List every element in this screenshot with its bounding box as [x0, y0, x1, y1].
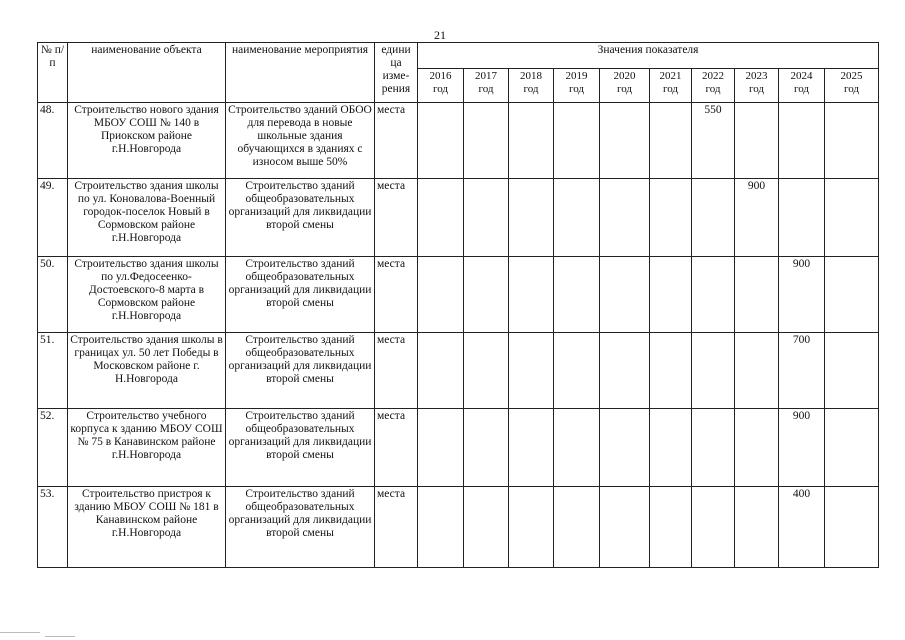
object-name: Строительство нового здания МБОУ СОШ № 140 в Приокском районе г.Н.Новгорода	[68, 103, 226, 179]
indicator-value	[554, 103, 600, 179]
activity-name: Строительство зданий общеобразовательных организаций для ликвидации второй смены	[226, 256, 375, 332]
object-name: Строительство здания школы по ул. Коновалова-Военный городок-поселок Новый в Сормовском районе г.Н.Новгорода	[68, 179, 226, 256]
indicator-value	[779, 103, 825, 179]
unit-of-measure: места	[375, 486, 418, 567]
indicator-value: 700	[779, 332, 825, 408]
header-year-number: 2023	[745, 70, 768, 82]
header-year	[779, 69, 825, 103]
row-number: 51.	[38, 332, 68, 408]
header-unit: едини ца изме- рения	[375, 43, 418, 103]
indicator-value	[464, 486, 509, 567]
indicator-value	[509, 486, 554, 567]
header-year-suffix: год	[432, 83, 449, 95]
indicator-value	[509, 332, 554, 408]
header-row-1	[38, 43, 879, 69]
header-year-suffix: год	[616, 83, 633, 95]
object-name: Строительство здания школы по ул.Федосеенко-Достоевского-8 марта в Сормовском районе г.Н.Новгорода	[68, 256, 226, 332]
indicator-value	[735, 103, 779, 179]
indicator-value	[735, 409, 779, 486]
table-row	[38, 179, 879, 256]
activity-name: Строительство зданий общеобразовательных организаций для ликвидации второй смены	[226, 179, 375, 256]
header-year-suffix: год	[844, 83, 860, 95]
indicator-value	[650, 179, 692, 256]
table-row	[38, 103, 879, 179]
header-year	[692, 69, 735, 103]
unit-of-measure: места	[375, 256, 418, 332]
header-year	[554, 69, 600, 103]
header-year-suffix: год	[793, 83, 810, 95]
row-number: 48.	[38, 103, 68, 179]
indicator-value	[779, 179, 825, 256]
indicator-value	[509, 256, 554, 332]
header-year	[735, 69, 779, 103]
indicator-value: 550	[692, 103, 735, 179]
indicator-value	[509, 409, 554, 486]
indicator-value	[735, 332, 779, 408]
indicator-value	[418, 486, 464, 567]
activity-name: Строительство зданий общеобразовательных организаций для ликвидации второй смены	[226, 486, 375, 567]
indicator-value	[418, 103, 464, 179]
row-number: 52.	[38, 409, 68, 486]
header-year-number: 2025	[840, 70, 863, 82]
table-row	[38, 256, 879, 332]
indicator-value	[650, 103, 692, 179]
header-year-number: 2020	[613, 70, 636, 82]
unit-of-measure: места	[375, 409, 418, 486]
header-year-number: 2016	[429, 70, 452, 82]
indicator-value	[418, 409, 464, 486]
activity-name: Строительство зданий ОБОО для перевода в новые школьные здания обучающихся в зданиях с износом выше 50%	[226, 103, 375, 179]
indicator-value	[650, 256, 692, 332]
indicator-value	[600, 409, 650, 486]
row-number: 49.	[38, 179, 68, 256]
object-name: Строительство пристроя к зданию МБОУ СОШ № 181 в Канавинском районе г.Н.Новгорода	[68, 486, 226, 567]
indicator-value	[600, 179, 650, 256]
indicator-value	[692, 409, 735, 486]
indicator-value	[650, 486, 692, 567]
header-year-suffix: год	[478, 83, 494, 95]
header-year	[509, 69, 554, 103]
unit-of-measure: места	[375, 332, 418, 408]
page-number: 21	[434, 28, 446, 42]
indicator-value	[464, 409, 509, 486]
header-year-number: 2018	[520, 70, 542, 82]
indicator-value	[464, 256, 509, 332]
indicator-value	[692, 256, 735, 332]
scan-artifact	[45, 636, 75, 637]
indicator-value	[464, 332, 509, 408]
indicator-value	[825, 486, 879, 567]
row-number: 53.	[38, 486, 68, 567]
indicator-value	[735, 256, 779, 332]
indicator-value	[825, 256, 879, 332]
indicator-value	[825, 332, 879, 408]
indicator-value	[692, 486, 735, 567]
indicator-value: 900	[779, 409, 825, 486]
header-year-number: 2017	[475, 70, 497, 82]
indicator-value	[418, 179, 464, 256]
scan-artifact	[0, 632, 40, 633]
indicator-value	[692, 179, 735, 256]
header-year	[464, 69, 509, 103]
unit-of-measure: места	[375, 103, 418, 179]
indicator-value	[825, 103, 879, 179]
unit-of-measure: места	[375, 179, 418, 256]
header-year	[418, 69, 464, 103]
table-row	[38, 409, 879, 486]
table-row	[38, 486, 879, 567]
header-year-number: 2024	[790, 70, 813, 82]
header-year-number: 2022	[702, 70, 724, 82]
header-year-suffix: год	[523, 83, 539, 95]
header-object: наименование объекта	[68, 43, 226, 103]
indicator-value	[692, 332, 735, 408]
indicator-value	[600, 256, 650, 332]
indicator-value	[650, 332, 692, 408]
header-year-suffix: год	[662, 83, 679, 95]
indicator-value	[554, 179, 600, 256]
indicator-value	[509, 179, 554, 256]
indicator-value: 400	[779, 486, 825, 567]
indicator-value	[464, 103, 509, 179]
indicator-value	[418, 332, 464, 408]
object-name: Строительство здания школы в границах ул. 50 лет Победы в Московском районе г. Н.Новгорода	[68, 332, 226, 408]
indicator-value	[554, 486, 600, 567]
indicator-value	[464, 179, 509, 256]
indicator-value	[650, 409, 692, 486]
header-year-suffix: год	[748, 83, 765, 95]
indicator-value	[825, 179, 879, 256]
header-year-number: 2019	[565, 70, 588, 82]
header-values: Значения показателя	[418, 43, 879, 69]
header-year	[825, 69, 879, 103]
table-row	[38, 332, 879, 408]
indicator-value	[735, 486, 779, 567]
header-year-suffix: год	[705, 83, 721, 95]
header-year-number: 2021	[659, 70, 682, 82]
indicator-value: 900	[779, 256, 825, 332]
indicator-value	[600, 103, 650, 179]
indicator-value: 900	[735, 179, 779, 256]
indicator-value	[600, 332, 650, 408]
indicator-value	[418, 256, 464, 332]
header-activity: наименование мероприятия	[226, 43, 375, 103]
header-year-suffix: год	[568, 83, 585, 95]
header-year	[650, 69, 692, 103]
row-number: 50.	[38, 256, 68, 332]
object-name: Строительство учебного корпуса к зданию МБОУ СОШ № 75 в Канавинском районе г.Н.Новгорода	[68, 409, 226, 486]
indicator-value	[509, 103, 554, 179]
indicator-value	[554, 332, 600, 408]
indicator-value	[554, 256, 600, 332]
indicator-table	[37, 42, 879, 568]
indicator-value	[600, 486, 650, 567]
header-num: № п/п	[38, 43, 68, 103]
indicator-value	[825, 409, 879, 486]
indicator-value	[554, 409, 600, 486]
activity-name: Строительство зданий общеобразовательных организаций для ликвидации второй смены	[226, 409, 375, 486]
activity-name: Строительство зданий общеобразовательных организаций для ликвидации второй смены	[226, 332, 375, 408]
header-year	[600, 69, 650, 103]
